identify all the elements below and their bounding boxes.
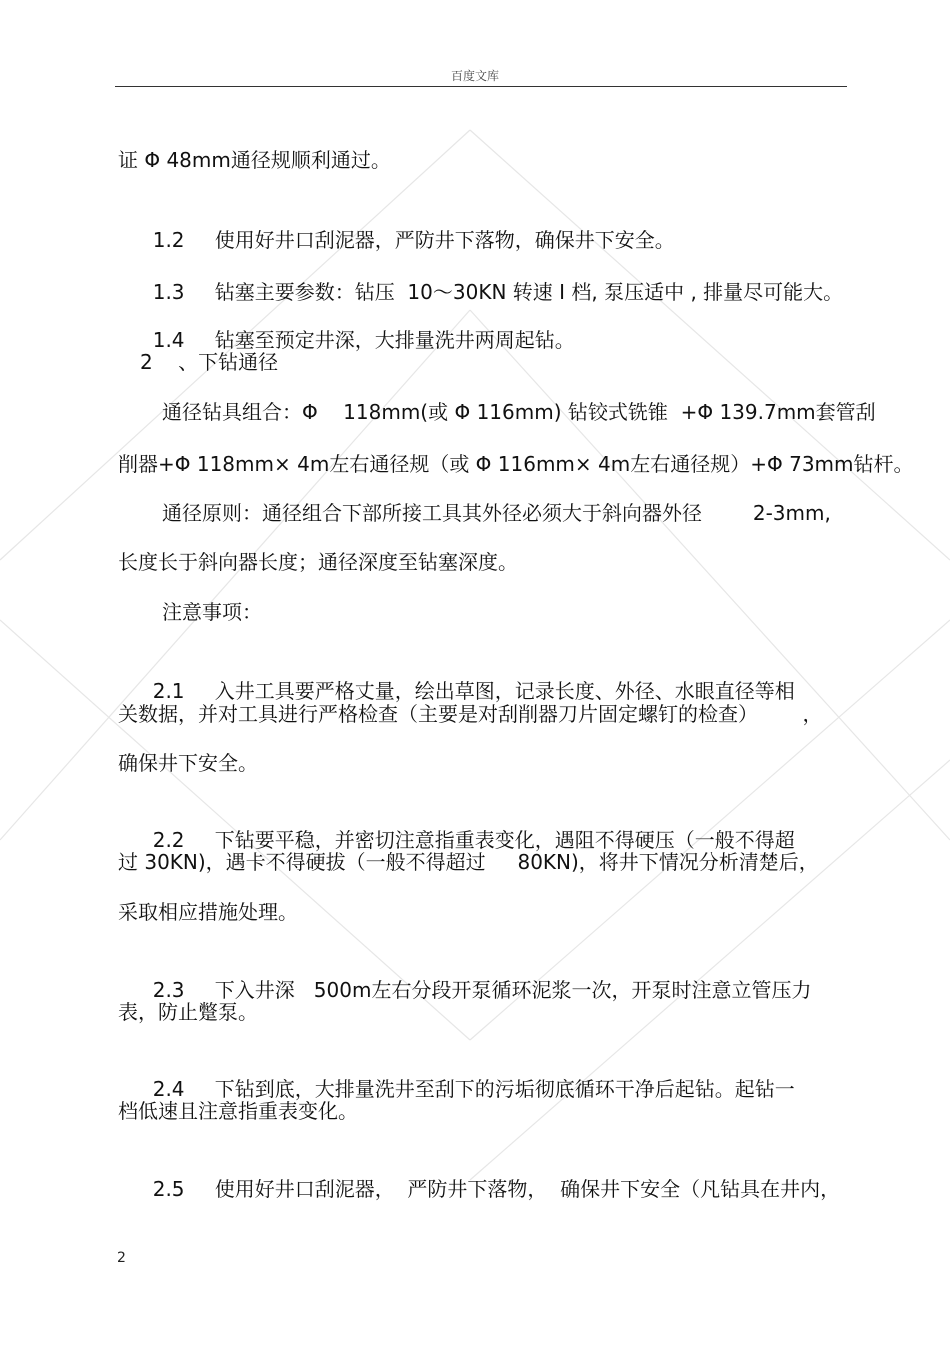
page-number: 2 bbox=[117, 1250, 126, 1266]
item-number: 2.2 bbox=[152, 828, 185, 852]
item-text: 下钻要平稳，并密切注意指重表变化，遇阻不得硬压（一般不得超 bbox=[214, 828, 795, 852]
item-number: 2.5 bbox=[152, 1177, 185, 1201]
item-text: 使用好井口刮泥器， 严防井下落物， 确保井下安全（凡钻具在井内， bbox=[214, 1177, 841, 1201]
page-header-title: 百度文库 bbox=[450, 69, 499, 83]
text-line-18: 表，防止蹩泵。 bbox=[118, 1000, 258, 1024]
text-line-16: 采取相应措施处理。 bbox=[118, 900, 298, 924]
item-number: 1.2 bbox=[152, 228, 185, 252]
item-text: 入井工具要严格丈量，绘出草图，记录长度、外径、水眼直径等相 bbox=[214, 679, 795, 703]
item-number: 2.1 bbox=[152, 679, 185, 703]
text-line-11 bbox=[140, 649, 795, 705]
item-number: 2.3 bbox=[152, 978, 185, 1002]
notes-heading: 注意事项： bbox=[162, 600, 262, 624]
item-number: 1.3 bbox=[152, 280, 185, 304]
item-text: 使用好井口刮泥器，严防井下落物，确保井下安全。 bbox=[214, 228, 675, 252]
text-line-2 bbox=[140, 198, 675, 254]
text-line-4 bbox=[140, 298, 575, 354]
text-line-7: 削器+Φ 118mm× 4m左右通径规（或 Φ 116mm× 4m左右通径规）+Φ 73mm钻杆。 bbox=[118, 452, 914, 476]
text-line-13: 确保井下安全。 bbox=[118, 751, 258, 775]
item-text: 下钻到底，大排量洗井至刮下的污垢彻底循环干净后起钻。起钻一 bbox=[214, 1077, 795, 1101]
text-line-15: 过 30KN)，遇卡不得硬拔（一般不得超过 80KN)，将井下情况分析清楚后， bbox=[118, 850, 819, 874]
text-line-8: 通径原则：通径组合下部所接工具其外径必须大于斜向器外径 2-3mm, bbox=[162, 501, 831, 525]
text-line-21 bbox=[140, 1147, 840, 1203]
item-text: 钻塞至预定井深，大排量洗井两周起钻。 bbox=[214, 328, 575, 352]
item-text: 下入井深 500m左右分段开泵循环泥浆一次，开泵时注意立管压力 bbox=[214, 978, 812, 1002]
item-text: 钻塞主要参数：钻压 10～30KN 转速 Ⅰ 档, 泵压适中 , 排量尽可能大。 bbox=[214, 280, 844, 304]
text-line-20: 档低速且注意指重表变化。 bbox=[118, 1099, 358, 1123]
text-line-9: 长度长于斜向器长度；通径深度至钻塞深度。 bbox=[118, 550, 518, 574]
header-divider bbox=[115, 86, 847, 87]
text-line-1: 证 Φ 48mm通径规顺利通过。 bbox=[118, 148, 391, 172]
item-number: 1.4 bbox=[152, 328, 185, 352]
text-line-17 bbox=[140, 948, 811, 1004]
text-line-6: 通径钻具组合：Φ 118mm(或 Φ 116mm) 钻铰式铣锥 +Φ 139.7mm套管刮 bbox=[162, 400, 876, 424]
section-heading-2: 2 、下钻通径 bbox=[140, 350, 279, 374]
text-line-12: 关数据，并对工具进行严格检查（主要是对刮削器刀片固定螺钉的检查） ， bbox=[118, 702, 823, 726]
text-line-19 bbox=[140, 1047, 795, 1103]
text-line-14 bbox=[140, 798, 795, 854]
item-number: 2.4 bbox=[152, 1077, 185, 1101]
